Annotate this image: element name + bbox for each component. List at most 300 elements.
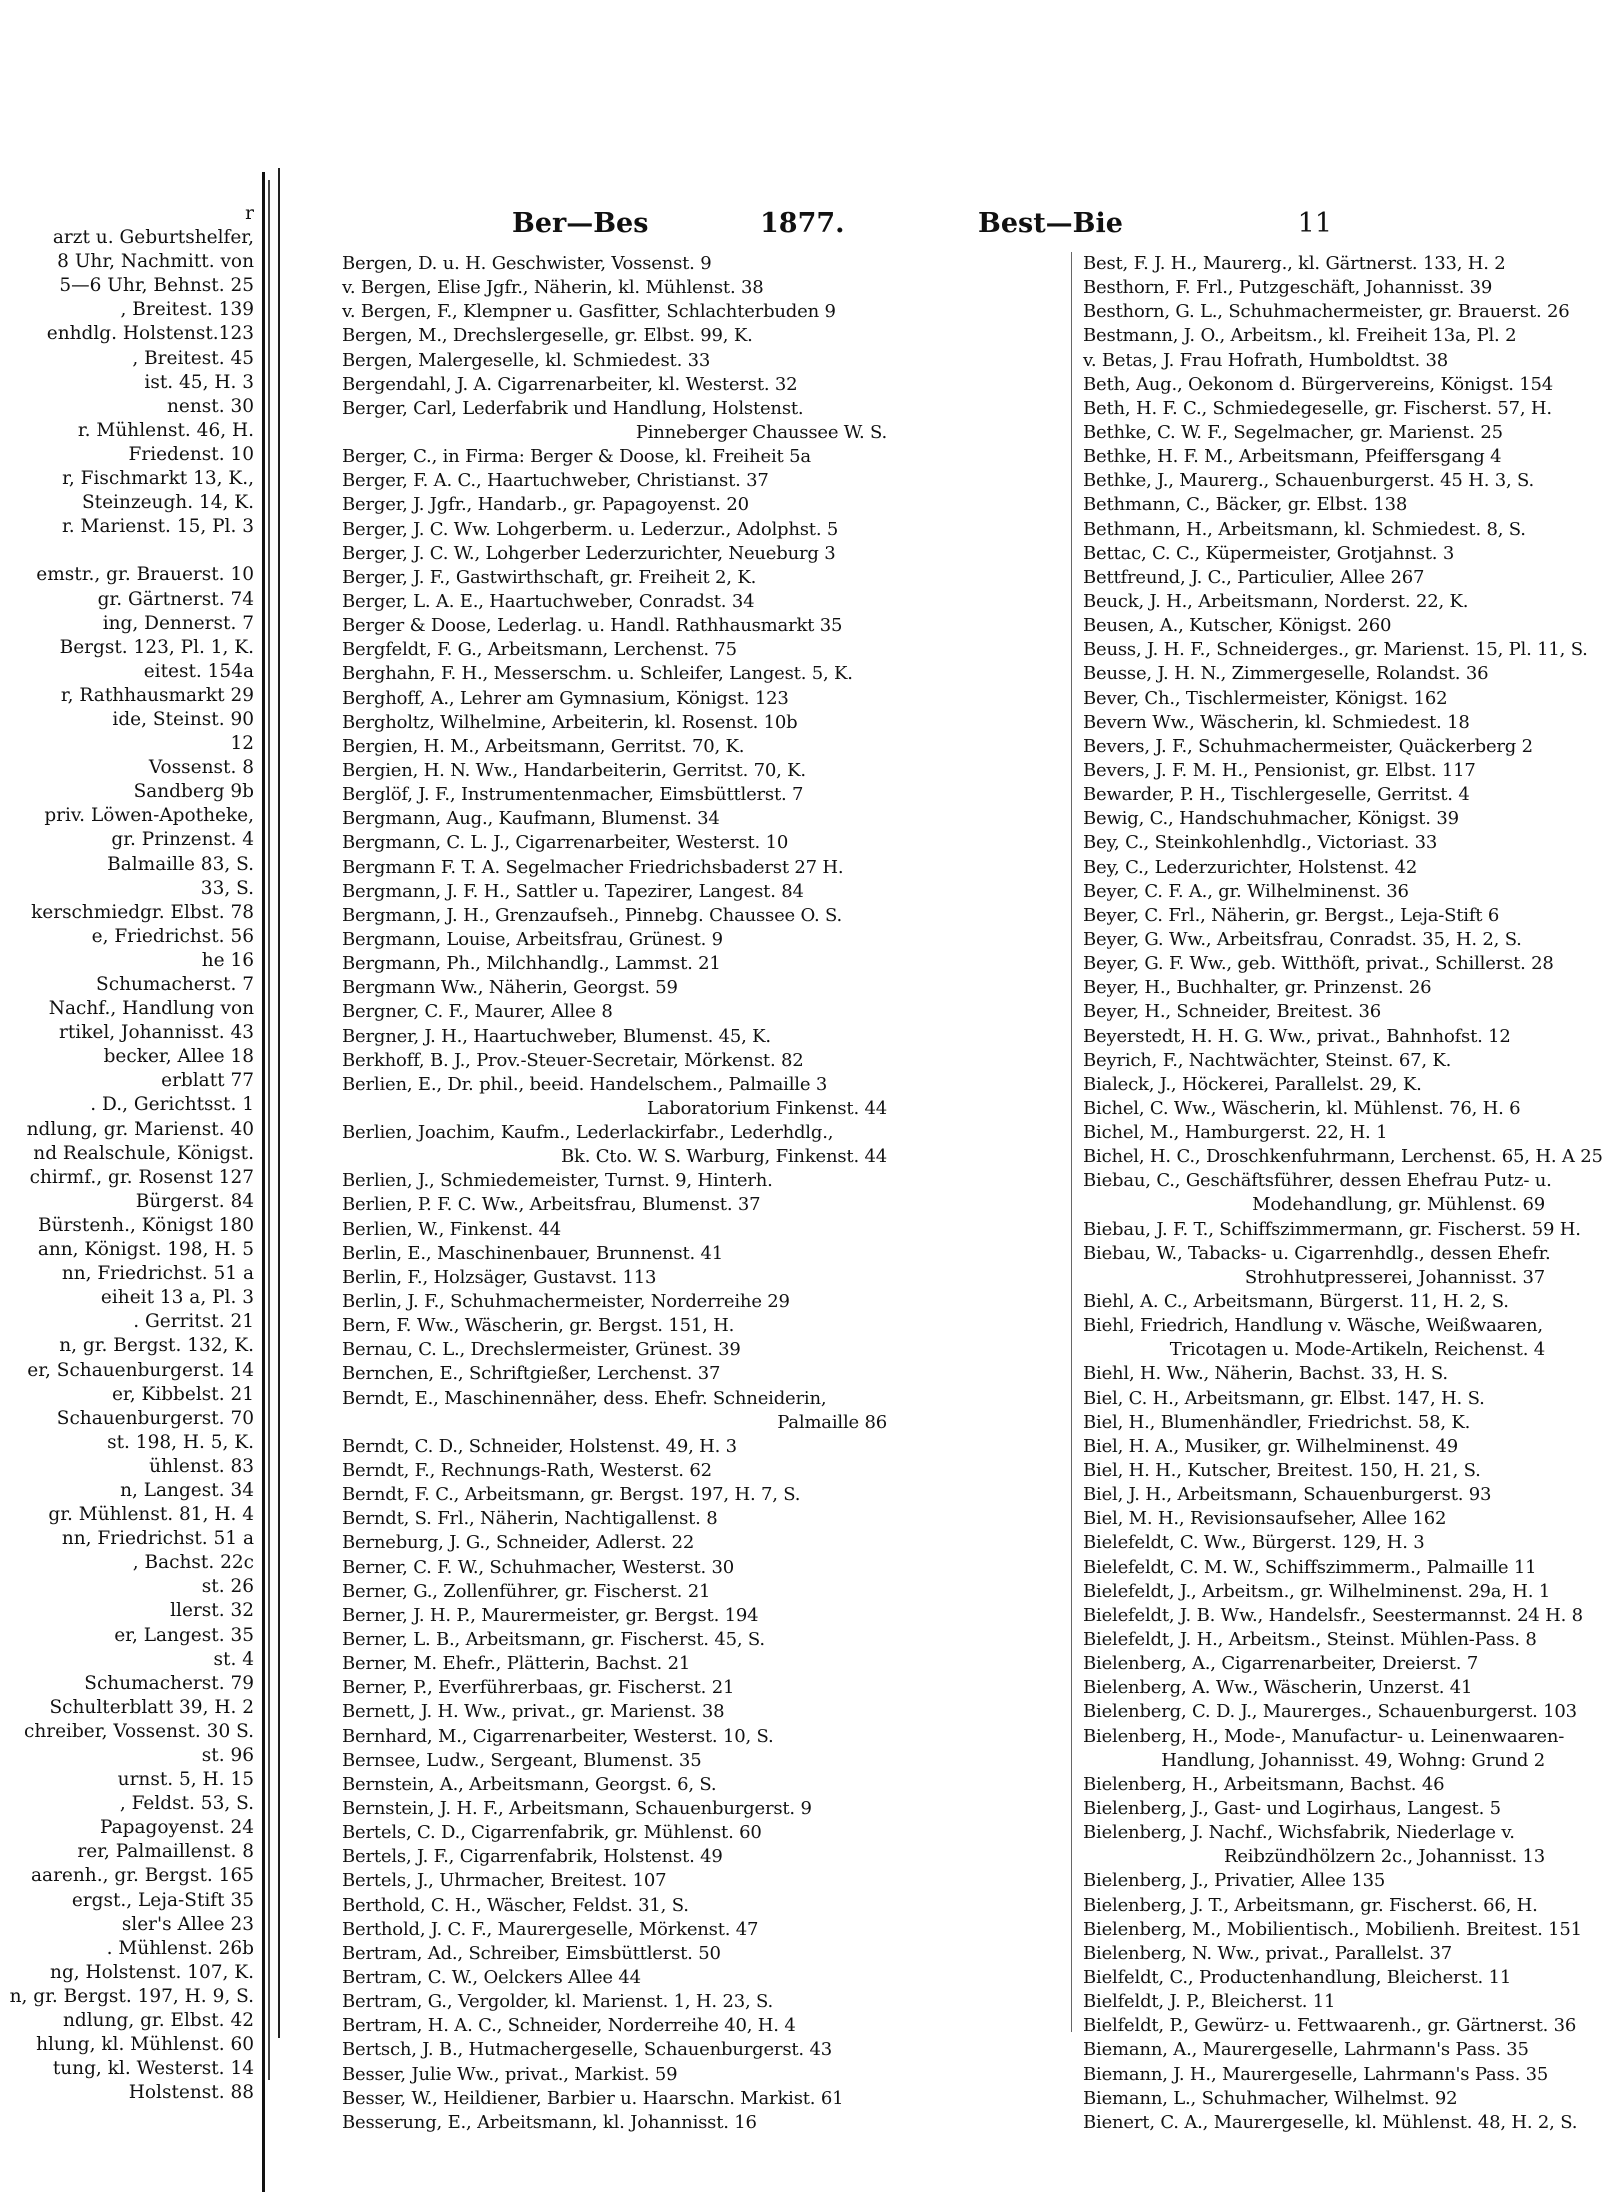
previous-page-line [0,1407,262,1431]
directory-entry: Berneburg, J. G., Schneider, Adlerst. 22 [342,1532,695,1554]
directory-entry: Bergendahl, J. A. Cigarrenarbeiter, kl. Westerst. 32 [342,373,798,395]
directory-entry: Berndt, F., Rechnungs-Rath, Westerst. 62 [342,1460,712,1482]
directory-entry: Bergmann, Aug., Kaufmann, Blumenst. 34 [342,808,720,830]
previous-page-line [0,1792,262,1816]
previous-page-line-text: er, Schauenburgerst. 14 [27,1359,254,1381]
directory-entry: Berndt, E., Maschinennäher, dess. Ehefr. Schneiderin, [342,1387,827,1409]
previous-page-line [0,1624,262,1648]
directory-entry: Bethke, C. W. F., Segelmacher, gr. Marienst. 25 [1083,421,1503,443]
previous-page-line [0,2057,262,2081]
previous-page-line [0,1479,262,1503]
previous-page-line [0,2009,262,2033]
directory-entry: Bielenberg, H., Arbeitsmann, Bachst. 46 [1083,1773,1445,1795]
previous-page-line [0,877,262,901]
directory-entry: Bertels, C. D., Cigarrenfabrik, gr. Mühlenst. 60 [342,1822,762,1844]
previous-page-line-text: eiheit 13 a, Pl. 3 [100,1287,254,1309]
previous-page-line [0,1744,262,1768]
previous-page-line [0,1696,262,1720]
previous-page-line-text: sler's Allee 23 [121,1913,254,1935]
directory-entry: Bethmann, H., Arbeitsmann, kl. Schmiedest. 8, S. [1083,518,1526,540]
page-number: 11 [1297,208,1332,239]
previous-page-line-text: ng, Holstenst. 107, K. [50,1961,254,1983]
directory-entry: Bergen, M., Drechslergeselle, gr. Elbst. 99, K. [342,325,753,347]
directory-entry: Bielefeldt, J. B. Ww., Handelsfr., Seestermannst. 24 H. 8 [1083,1604,1583,1626]
previous-page-line-text: Bürstenh., Königst 180 [38,1214,254,1236]
directory-entry: Bergner, J. H., Haartuchweber, Blumenst. 45, K. [342,1025,771,1047]
previous-page-line [0,1069,262,1093]
directory-entry-continuation: Laboratorium Finkenst. 44 [646,1097,887,1119]
previous-page-line [0,1985,262,2009]
directory-entry-continuation: Bk. Cto. W. S. Warburg, Finkenst. 44 [560,1146,887,1168]
directory-entry: Bergen, D. u. H. Geschwister, Vossenst. 9 [342,253,712,274]
directory-entry: Bergmann, J. F. H., Sattler u. Tapezirer, Langest. 84 [342,880,804,902]
directory-entry: Biel, M. H., Revisionsaufseher, Allee 162 [1083,1508,1447,1530]
directory-entry-continuation: Tricotagen u. Mode-Artikeln, Reichenst. 4 [1169,1339,1545,1361]
directory-entry: Berlien, J., Schmiedemeister, Turnst. 9, Hinterh. [342,1170,773,1192]
previous-page-line-text: nn, Friedrichst. 51 a [61,1263,254,1285]
previous-page-line [0,322,262,346]
directory-entry: Bewarder, P. H., Tischlergeselle, Gerritst. 4 [1083,784,1470,806]
directory-entry: Bevers, J. F., Schuhmachermeister, Quäckerberg 2 [1083,735,1533,757]
directory-entry: Bettac, C. C., Küpermeister, Grotjahnst. 3 [1083,542,1455,564]
previous-page-line [0,1455,262,1479]
previous-page-line-text: st. 26 [201,1576,254,1598]
directory-entry: Besthorn, F. Frl., Putzgeschäft, Johannisst. 39 [1083,277,1493,299]
directory-entry: Beusse, J. H. N., Zimmergeselle, Rolandst. 36 [1083,663,1489,685]
previous-page-line [0,973,262,997]
previous-page-line-text: nenst. 30 [166,395,254,417]
previous-page-line [0,1913,262,1937]
previous-page-line-text: llerst. 32 [170,1600,254,1622]
directory-entry: Bielenberg, J. Nachf., Wichsfabrik, Niederlage v. [1083,1822,1515,1844]
previous-page-line [0,2081,262,2105]
directory-entry: Bichel, H. C., Droschkenfuhrmann, Lerchenst. 65, H. A 25 [1083,1146,1603,1168]
previous-page-line [0,1334,262,1358]
previous-page-line [0,1166,262,1190]
previous-page-line-text: st. 198, H. 5, K. [107,1431,254,1453]
directory-entry: Bertram, C. W., Oelckers Allee 44 [342,1966,641,1988]
previous-page-line-text: gr. Prinzenst. 4 [111,829,254,851]
directory-entry: Bergen, Malergeselle, kl. Schmiedest. 33 [342,349,711,371]
directory-entry: Biehl, Friedrich, Handlung v. Wäsche, Weißwaaren, [1083,1315,1543,1337]
directory-entry: Bielenberg, M., Mobilientisch., Mobilienh. Breitest. 151 [1083,1918,1582,1940]
previous-page-line-text: Bergst. 123, Pl. 1, K. [59,636,254,658]
previous-page-line [0,1503,262,1527]
previous-page-line [0,419,262,443]
previous-page-line-text: ing, Dennerst. 7 [102,612,254,634]
directory-entry: Bielfeldt, J. P., Bleicherst. 11 [1083,1991,1336,2013]
previous-page-line [0,684,262,708]
directory-entry: Bertsch, J. B., Hutmachergeselle, Schauenburgerst. 43 [342,2039,832,2061]
directory-entry: Bielefeldt, J. H., Arbeitsm., Steinst. Mühlen-Pass. 8 [1083,1629,1537,1651]
previous-page-line-text: er, Kibbelst. 21 [111,1383,254,1405]
previous-page-line-text: ide, Steinst. 90 [112,708,254,730]
directory-entry: Bichel, C. Ww., Wäscherin, kl. Mühlenst. 76, H. 6 [1083,1097,1521,1119]
directory-entry: Bielenberg, J. T., Arbeitsmann, gr. Fischerst. 66, H. [1083,1894,1538,1916]
previous-page-line-text: Bürgerst. 84 [135,1190,254,1212]
directory-entry: Berner, C. F. W., Schuhmacher, Westerst. 30 [342,1556,735,1578]
previous-page-line-text: ann, Königst. 198, H. 5 [37,1239,254,1261]
previous-page-line [0,371,262,395]
directory-entry: Besthorn, G. L., Schuhmachermeister, gr. Brauerst. 26 [1083,301,1570,323]
previous-page-line [0,347,262,371]
previous-page-line [0,1937,262,1961]
directory-entry: Berthold, C. H., Wäscher, Feldst. 31, S. [342,1894,689,1916]
directory-entry: Bettfreund, J. C., Particulier, Allee 267 [1083,566,1425,588]
column-divider [1071,252,1072,2032]
previous-page-line-text: enhdlg. Holstenst.123 [46,323,254,345]
previous-page-line-text: Sandberg 9b [133,781,254,803]
previous-page-line-text: ndlung, gr. Elbst. 42 [62,2010,254,2032]
directory-entry: Biehl, A. C., Arbeitsmann, Bürgerst. 11, H. 2, S. [1083,1291,1509,1313]
previous-page-line-text: ergst., Leja-Stift 35 [71,1889,254,1911]
previous-page-line-text: Schumacherst. 7 [96,974,254,995]
previous-page-line [0,1383,262,1407]
previous-page-line [0,1648,262,1672]
directory-entry: Berlien, P. F. C. Ww., Arbeitsfrau, Blumenst. 37 [342,1194,761,1216]
previous-page-line-text: st. 96 [201,1745,254,1766]
previous-page-line [0,515,262,539]
directory-entry: Berger, J. F., Gastwirthschaft, gr. Freiheit 2, K. [342,566,757,588]
directory-entry: Bienert, C. A., Maurergeselle, kl. Mühlenst. 48, H. 2, S. [1083,2111,1578,2133]
previous-page-line-text: , Bachst. 22c [132,1552,254,1574]
directory-entry: Bergmann, Louise, Arbeitsfrau, Grünest. 9 [342,928,723,950]
previous-page-line [0,732,262,756]
previous-page-line-text: Nachf., Handlung von [48,998,254,1020]
previous-page-line [0,1190,262,1214]
previous-page-line-text: nn, Friedrichst. 51 a [61,1528,254,1550]
previous-page-line-text: gr. Gärtnerst. 74 [97,588,254,610]
directory-entry: v. Bergen, F., Klempner u. Gasfitter, Schlachterbuden 9 [342,301,836,323]
directory-entry: Beyer, H., Schneider, Breitest. 36 [1083,1001,1382,1023]
previous-page-line [0,925,262,949]
previous-page-line [0,1262,262,1286]
directory-entry: Bielfeldt, C., Productenhandlung, Bleicherst. 11 [1083,1966,1512,1988]
previous-page-line [0,1310,262,1334]
directory-entry: Bey, C., Lederzurichter, Holstenst. 42 [1083,856,1418,878]
previous-page-fragment [0,172,265,2192]
previous-page-line-text: , Feldst. 53, S. [119,1793,254,1815]
previous-page-line-text: kerschmiedgr. Elbst. 78 [31,901,254,923]
directory-entry: Bever, Ch., Tischlermeister, Königst. 162 [1083,687,1448,709]
directory-entry: Berger, J. C. Ww. Lohgerberm. u. Lederzur., Adolphst. 5 [342,518,839,540]
previous-page-line [0,1238,262,1262]
previous-page-line-text: r. Mühlenst. 46, H. [77,419,254,441]
directory-entry: Beyrich, F., Nachtwächter, Steinst. 67, K. [1083,1049,1452,1071]
directory-entry: Beyer, C. Frl., Näherin, gr. Bergst., Leja-Stift 6 [1083,904,1500,926]
left-running-head: Ber—Bes [512,208,649,239]
previous-page-line-text: . Gerritst. 21 [133,1311,254,1333]
previous-page-line [0,1214,262,1238]
directory-entry: Biel, H. A., Musiker, gr. Wilhelminenst. 49 [1083,1435,1458,1457]
previous-page-line-text: Schauenburgerst. 70 [56,1407,254,1429]
directory-entry: Bernhard, M., Cigarrenarbeiter, Westerst. 10, S. [342,1725,774,1747]
directory-entry: Berner, L. B., Arbeitsmann, gr. Fischerst. 45, S. [342,1629,765,1651]
previous-page-line [0,274,262,298]
right-column [1083,252,1603,2135]
directory-entry: Bialeck, J., Höckerei, Parallelst. 29, K. [1083,1073,1422,1095]
previous-page-line [0,1527,262,1551]
directory-entry: Bertels, J. F., Cigarrenfabrik, Holstenst. 49 [342,1846,723,1868]
directory-entry: Beyer, G. Ww., Arbeitsfrau, Conradst. 35, H. 2, S. [1083,928,1522,950]
directory-entry: Biel, H., Blumenhändler, Friedrichst. 58, K. [1083,1411,1471,1433]
previous-page-line [0,395,262,419]
directory-entry: Bethke, J., Maurerg., Schauenburgerst. 45 H. 3, S. [1083,470,1535,492]
previous-page-line [0,612,262,636]
previous-page-line [0,1359,262,1383]
previous-page-line [0,1045,262,1069]
directory-entry: Bielenberg, C. D. J., Maurerges., Schauenburgerst. 103 [1083,1701,1577,1723]
directory-entry: Bevern Ww., Wäscherin, kl. Schmiedest. 18 [1083,711,1470,733]
directory-entry: Bergmann Ww., Näherin, Georgst. 59 [342,977,678,999]
previous-page-line-text: rer, Palmaillenst. 8 [77,1841,254,1863]
directory-entry: Beyer, H., Buchhalter, gr. Prinzenst. 26 [1083,977,1432,999]
directory-entry: Berglöf, J. F., Instrumentenmacher, Eimsbüttlerst. 7 [342,784,804,806]
directory-entry: Besser, Julie Ww., privat., Markist. 59 [342,2063,678,2085]
directory-entry: Besser, W., Heildiener, Barbier u. Haarschn. Markist. 61 [342,2087,844,2109]
previous-page-line [0,1093,262,1117]
previous-page-line [0,1720,262,1744]
previous-page-line [0,563,262,587]
page-header [280,208,1340,244]
previous-page-line [0,1840,262,1864]
directory-entry: Berner, M. Ehefr., Plätterin, Bachst. 21 [342,1653,691,1675]
directory-entry: Berger, C., in Firma: Berger & Doose, kl. Freiheit 5a [342,446,811,468]
previous-page-line-text: 5—6 Uhr, Behnst. 25 [59,275,254,297]
directory-entry: Beuss, J. H. F., Schneiderges., gr. Marienst. 15, Pl. 11, S. [1083,639,1588,661]
previous-page-line [0,588,262,612]
directory-entry: Bernchen, E., Schriftgießer, Lerchenst. 37 [342,1363,721,1385]
previous-page-line [0,949,262,973]
directory-entry: Berger, F. A. C., Haartuchweber, Christianst. 37 [342,470,769,492]
previous-page-line [0,1768,262,1792]
previous-page-line-text: Papagoyenst. 24 [99,1817,254,1839]
directory-entry: Bernstein, A., Arbeitsmann, Georgst. 6, S. [342,1773,717,1795]
previous-page-line-text: chreiber, Vossenst. 30 S. [23,1720,254,1742]
previous-page-line-text: aarenh., gr. Bergst. 165 [31,1865,254,1887]
previous-page-line-text: becker, Allee 18 [103,1046,254,1068]
directory-page [278,168,1603,2133]
previous-page-line [0,443,262,467]
previous-page-line [0,539,262,563]
previous-page-line-text: er, Langest. 35 [114,1624,254,1646]
previous-page-line-text: e, Friedrichst. 56 [91,925,254,947]
directory-entry: Bernstein, J. H. F., Arbeitsmann, Schauenburgerst. 9 [342,1798,812,1819]
directory-entry: Berlien, E., Dr. phil., beeid. Handelschem., Palmaille 3 [342,1073,828,1095]
directory-entry: Beusen, A., Kutscher, Königst. 260 [1083,615,1392,637]
directory-entry: Berndt, C. D., Schneider, Holstenst. 49, H. 3 [342,1435,737,1457]
previous-page-line [0,1816,262,1840]
directory-entry: Berlien, Joachim, Kaufm., Lederlackirfabr., Lederhdlg., [342,1122,834,1144]
previous-page-line-text: Schulterblatt 39, H. 2 [49,1696,254,1718]
directory-entry: Bethke, H. F. M., Arbeitsmann, Pfeiffersgang 4 [1083,446,1502,468]
directory-entry: Bergner, C. F., Maurer, Allee 8 [342,1001,613,1023]
directory-entry: Berger, J. Jgfr., Handarb., gr. Papagoyenst. 20 [342,494,749,516]
directory-entry: Biemann, L., Schuhmacher, Wilhelmst. 92 [1083,2087,1458,2109]
directory-entry: Beyerstedt, H. H. G. Ww., privat., Bahnhofst. 12 [1083,1025,1511,1047]
previous-page-line-text: r. Marienst. 15, Pl. 3 [61,516,254,538]
directory-entry: Bergmann, Ph., Milchhandlg., Lammst. 21 [342,953,721,975]
directory-entry: Bertram, H. A. C., Schneider, Norderreihe 40, H. 4 [342,2015,796,2037]
previous-page-line-text: urnst. 5, H. 15 [117,1769,254,1791]
directory-entry: Bergien, H. M., Arbeitsmann, Gerritst. 70, K. [342,735,745,757]
previous-page-line-text: n, Langest. 34 [120,1479,254,1501]
previous-page-line-text: gr. Mühlenst. 81, H. 4 [48,1504,254,1526]
directory-entry: Bewig, C., Handschuhmacher, Königst. 39 [1083,808,1459,830]
directory-entry: Bergmann, C. L. J., Cigarrenarbeiter, Westerst. 10 [342,832,789,854]
directory-entry: Berlien, W., Finkenst. 44 [342,1218,562,1240]
previous-page-line-text: erblatt 77 [161,1070,254,1092]
directory-entry: Bernsee, Ludw., Sergeant, Blumenst. 35 [342,1749,702,1771]
directory-entry-continuation: Strohhutpresserei, Johannisst. 37 [1244,1266,1545,1288]
directory-entry: Berghahn, F. H., Messerschm. u. Schleifer, Langest. 5, K. [342,663,853,685]
previous-page-column [0,202,262,2105]
previous-page-line-text: 33, S. [200,877,254,899]
directory-entry: Berger, Carl, Lederfabrik und Handlung, Holstenst. [342,397,804,419]
previous-page-line-text: ndlung, gr. Marienst. 40 [26,1118,254,1140]
directory-entry-continuation: Handlung, Johannisst. 49, Wohng: Grund 2 [1161,1749,1545,1771]
directory-entry: Bergien, H. N. Ww., Handarbeiterin, Gerritst. 70, K. [342,759,806,781]
directory-entry: Bielenberg, H., Mode-, Manufactur- u. Leinenwaaren- [1083,1725,1565,1747]
previous-page-line [0,1286,262,1310]
directory-entry: Best, F. J. H., Maurerg., kl. Gärtnerst. 133, H. 2 [1083,253,1506,274]
directory-entry: Beyer, G. F. Ww., geb. Witthöft, privat., Schillerst. 28 [1083,953,1554,975]
previous-page-line [0,202,262,226]
directory-entry: Biemann, J. H., Maurergeselle, Lahrmann's Pass. 35 [1083,2063,1549,2085]
directory-entry: Bernau, C. L., Drechslermeister, Grünest. 39 [342,1339,741,1361]
previous-page-line [0,467,262,491]
previous-page-line [0,1431,262,1455]
directory-entry: Berlin, J. F., Schuhmachermeister, Norderreihe 29 [342,1291,790,1313]
directory-entry: Berner, J. H. P., Maurermeister, gr. Bergst. 194 [342,1604,759,1626]
previous-page-line [0,491,262,515]
directory-entry: Biehl, H. Ww., Näherin, Bachst. 33, H. S. [1083,1363,1448,1385]
previous-page-line [0,1118,262,1142]
previous-page-line-text: ühlenst. 83 [149,1455,254,1477]
directory-entry: Berthold, J. C. F., Maurergeselle, Mörkenst. 47 [342,1918,759,1940]
previous-page-line [0,1864,262,1888]
previous-page-line [0,1551,262,1575]
previous-page-line-text: n, gr. Bergst. 197, H. 9, S. [9,1985,254,2007]
directory-entry: Bielefeldt, C. Ww., Bürgerst. 129, H. 3 [1083,1532,1425,1554]
previous-page-line-text: chirmf., gr. Rosenst 127 [29,1166,254,1188]
directory-entry: Beth, Aug., Oekonom d. Bürgervereins, Königst. 154 [1083,373,1554,395]
previous-page-line [0,2033,262,2057]
directory-entry: Beyer, C. F. A., gr. Wilhelminenst. 36 [1083,880,1409,902]
directory-entry: Bergmann, J. H., Grenzaufseh., Pinnebg. Chaussee O. S. [342,904,843,926]
previous-page-line [0,1672,262,1696]
previous-page-line-text: n, gr. Bergst. 132, K. [59,1335,254,1357]
previous-page-line-text: hlung, kl. Mühlenst. 60 [36,2034,254,2056]
directory-entry: Bethmann, C., Bäcker, gr. Elbst. 138 [1083,494,1408,516]
previous-page-line-text: rtikel, Johannisst. 43 [59,1022,254,1044]
directory-entry-continuation: Reibzündhölzern 2c., Johannisst. 13 [1224,1846,1545,1868]
previous-page-line-text: . D., Gerichtsst. 1 [90,1094,254,1116]
previous-page-line [0,298,262,322]
directory-entry: Beth, H. F. C., Schmiedegeselle, gr. Fischerst. 57, H. [1083,397,1552,419]
previous-page-line [0,1961,262,1985]
previous-page-line [0,1599,262,1623]
previous-page-line-text: 8 Uhr, Nachmitt. von [57,251,254,273]
previous-page-line [0,853,262,877]
directory-entry: Bey, C., Steinkohlenhdlg., Victoriast. 33 [1083,832,1438,854]
directory-entry: Bergfeldt, F. G., Arbeitsmann, Lerchenst. 75 [342,639,737,661]
previous-page-line [0,804,262,828]
directory-entry: Berghoff, A., Lehrer am Gymnasium, Königst. 123 [342,687,789,709]
directory-entry: Bertram, Ad., Schreiber, Eimsbüttlerst. 50 [342,1942,721,1964]
previous-page-line-text: r [245,203,254,224]
previous-page-line [0,780,262,804]
previous-page-line-text: tung, kl. Westerst. 14 [52,2058,254,2080]
previous-page-line-text: Steinzeugh. 14, K. [81,492,254,514]
previous-page-line-text: arzt u. Geburtshelfer, [52,227,254,249]
previous-page-line-text: nd Realschule, Königst. [33,1142,254,1164]
directory-entry: Bergmann F. T. A. Segelmacher Friedrichsbaderst 27 H. [342,856,844,878]
directory-entry: Berlin, F., Holzsäger, Gustavst. 113 [342,1266,657,1288]
previous-page-line-text: st. 4 [213,1648,254,1670]
previous-page-line-text: emstr., gr. Brauerst. 10 [36,564,254,586]
directory-entry: Besserung, E., Arbeitsmann, kl. Johannisst. 16 [342,2111,757,2133]
previous-page-line-text: priv. Löwen-Apotheke, [44,805,254,827]
previous-page-line [0,997,262,1021]
directory-entry: Berndt, S. Frl., Näherin, Nachtigallenst. 8 [342,1508,718,1530]
directory-entry: Bichel, M., Hamburgerst. 22, H. 1 [1083,1122,1388,1144]
directory-entry: Biemann, A., Maurergeselle, Lahrmann's Pass. 35 [1083,2039,1529,2061]
directory-entry: Berkhoff, B. J., Prov.-Steuer-Secretair, Mörkenst. 82 [342,1049,804,1071]
directory-entry: Bertram, G., Vergolder, kl. Marienst. 1, H. 23, S. [342,1991,774,2013]
directory-entry: Berger & Doose, Lederlag. u. Handl. Rathhausmarkt 35 [342,615,843,637]
previous-page-line-text: Friedenst. 10 [128,443,254,465]
directory-entry: Bielenberg, J., Privatier, Allee 135 [1083,1870,1386,1892]
previous-page-line-text: . Mühlenst. 26b [106,1937,254,1959]
directory-entry: Berger, L. A. E., Haartuchweber, Conradst. 34 [342,590,755,612]
directory-entry: Bielenberg, J., Gast- und Logirhaus, Langest. 5 [1083,1798,1501,1819]
previous-page-line-text: 12 [230,733,254,755]
previous-page-line [0,828,262,852]
previous-page-line-text: , Breitest. 139 [120,299,254,321]
directory-entry: v. Betas, J. Frau Hofrath, Humboldtst. 38 [1083,349,1449,371]
directory-entry-continuation: Pinneberger Chaussee W. S. [635,421,887,443]
directory-entry: v. Bergen, Elise Jgfr., Näherin, kl. Mühlenst. 38 [342,277,764,299]
previous-page-line-text: Schumacherst. 79 [84,1672,254,1694]
directory-entry: Bern, F. Ww., Wäscherin, gr. Bergst. 151, H. [342,1315,735,1337]
directory-entry: Bertels, J., Uhrmacher, Breitest. 107 [342,1870,667,1892]
directory-entry: Bielenberg, A., Cigarrenarbeiter, Dreierst. 7 [1083,1653,1479,1675]
directory-entry: Berlin, E., Maschinenbauer, Brunnenst. 41 [342,1242,724,1264]
directory-entry: Bielefeldt, C. M. W., Schiffszimmerm., Palmaille 11 [1083,1556,1537,1578]
directory-entry: Bielfeldt, P., Gewürz- u. Fettwaarenh., gr. Gärtnerst. 36 [1083,2015,1577,2037]
previous-page-line [0,250,262,274]
previous-page-line [0,1021,262,1045]
directory-entry: Berndt, F. C., Arbeitsmann, gr. Bergst. 197, H. 7, S. [342,1484,801,1506]
directory-entry: Biel, H. H., Kutscher, Breitest. 150, H. 21, S. [1083,1460,1481,1482]
directory-entry: Biel, C. H., Arbeitsmann, gr. Elbst. 147, H. S. [1083,1387,1485,1409]
directory-entry: Biebau, J. F. T., Schiffszimmermann, gr. Fischerst. 59 H. [1083,1218,1581,1240]
directory-entry: Biebau, C., Geschäftsführer, dessen Ehefrau Putz- u. [1083,1170,1552,1192]
directory-entry: Biel, J. H., Arbeitsmann, Schauenburgerst. 93 [1083,1484,1492,1506]
previous-page-line [0,1575,262,1599]
previous-page-line [0,901,262,925]
previous-page-line-text: r, Rathhausmarkt 29 [60,684,254,706]
page-gutter [268,180,270,2080]
previous-page-line-text: Vossenst. 8 [148,757,254,779]
directory-entry: Bernett, J. H. Ww., privat., gr. Marienst. 38 [342,1701,725,1723]
previous-page-line [0,708,262,732]
directory-entry: Bielenberg, A. Ww., Wäscherin, Unzerst. 41 [1083,1677,1473,1699]
previous-page-line-text: ist. 45, H. 3 [144,371,254,393]
previous-page-line [0,756,262,780]
previous-page-line [0,226,262,250]
